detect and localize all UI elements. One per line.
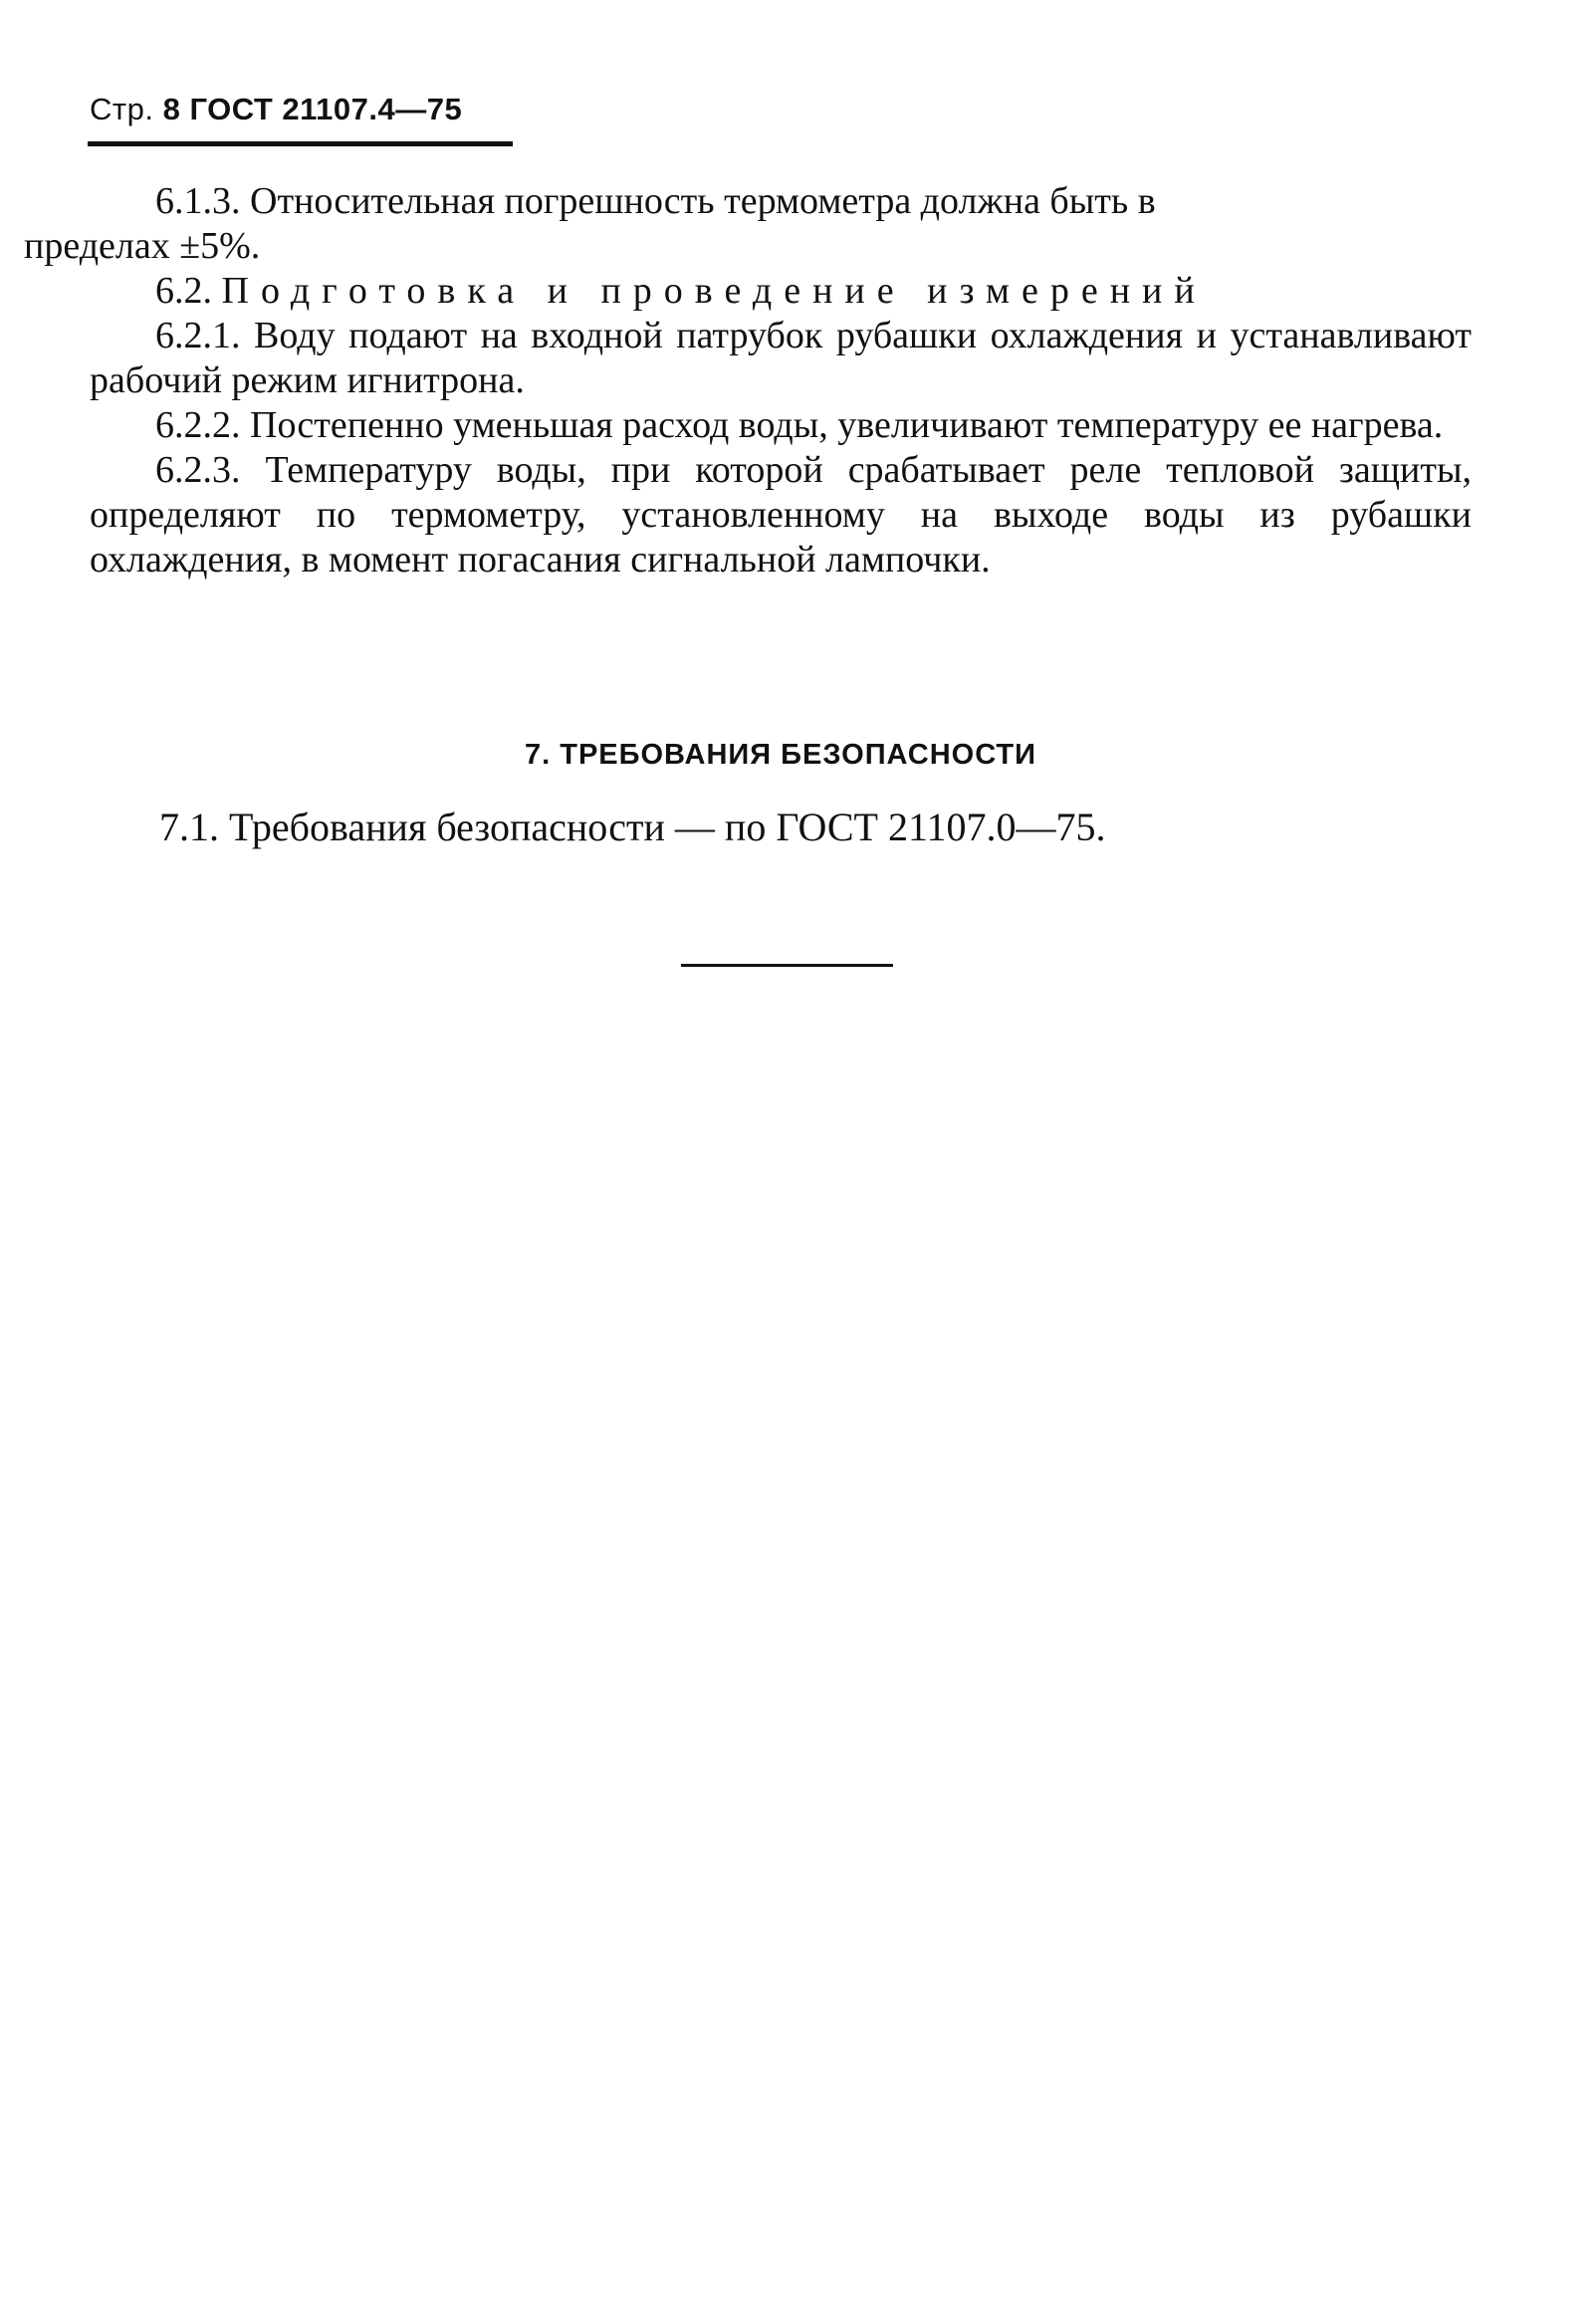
page-number: 8 — [162, 92, 181, 126]
paragraph-6-2-3: 6.2.3. Температуру воды, при которой срабатывает реле тепловой защиты, определяют по термометру, установленному на выходе воды из рубашки охлаждения, в момент погасания сигнальной лампочки. — [90, 449, 1472, 580]
paragraph-6-1-3 — [24, 179, 1472, 269]
subsection-6-2-number: 6.2. — [155, 270, 212, 312]
paragraph-6-1-3-line-1: 6.1.3. Относительная погрешность термометра должна быть в — [155, 180, 1156, 222]
page-label: Стр. — [90, 92, 154, 126]
section-6-text — [24, 179, 1472, 582]
header-underline — [88, 141, 513, 146]
paragraph-7-1: 7.1. Требования безопасности — по ГОСТ 21107.0—75. — [159, 805, 1106, 849]
section-7-heading: 7. ТРЕБОВАНИЯ БЕЗОПАСНОСТИ — [525, 739, 1036, 771]
paragraph-6-1-3-line-2: пределах ±5%. — [24, 225, 261, 267]
subsection-6-2-title: Подготовка и проведение измерений — [221, 270, 1207, 312]
running-header — [90, 92, 462, 127]
subsection-6-2-heading — [90, 269, 1472, 314]
paragraph-6-2-2: 6.2.2. Постепенно уменьшая расход воды, увеличивают температуру ее нагрева. — [155, 404, 1444, 446]
paragraph-6-2-1: 6.2.1. Воду подают на входной патрубок рубашки охлаждения и устанавливают рабочий режим игнитрона. — [90, 315, 1472, 401]
section-7-text — [90, 805, 1472, 849]
end-rule — [681, 964, 893, 967]
standard-designation: ГОСТ 21107.4—75 — [189, 92, 463, 126]
